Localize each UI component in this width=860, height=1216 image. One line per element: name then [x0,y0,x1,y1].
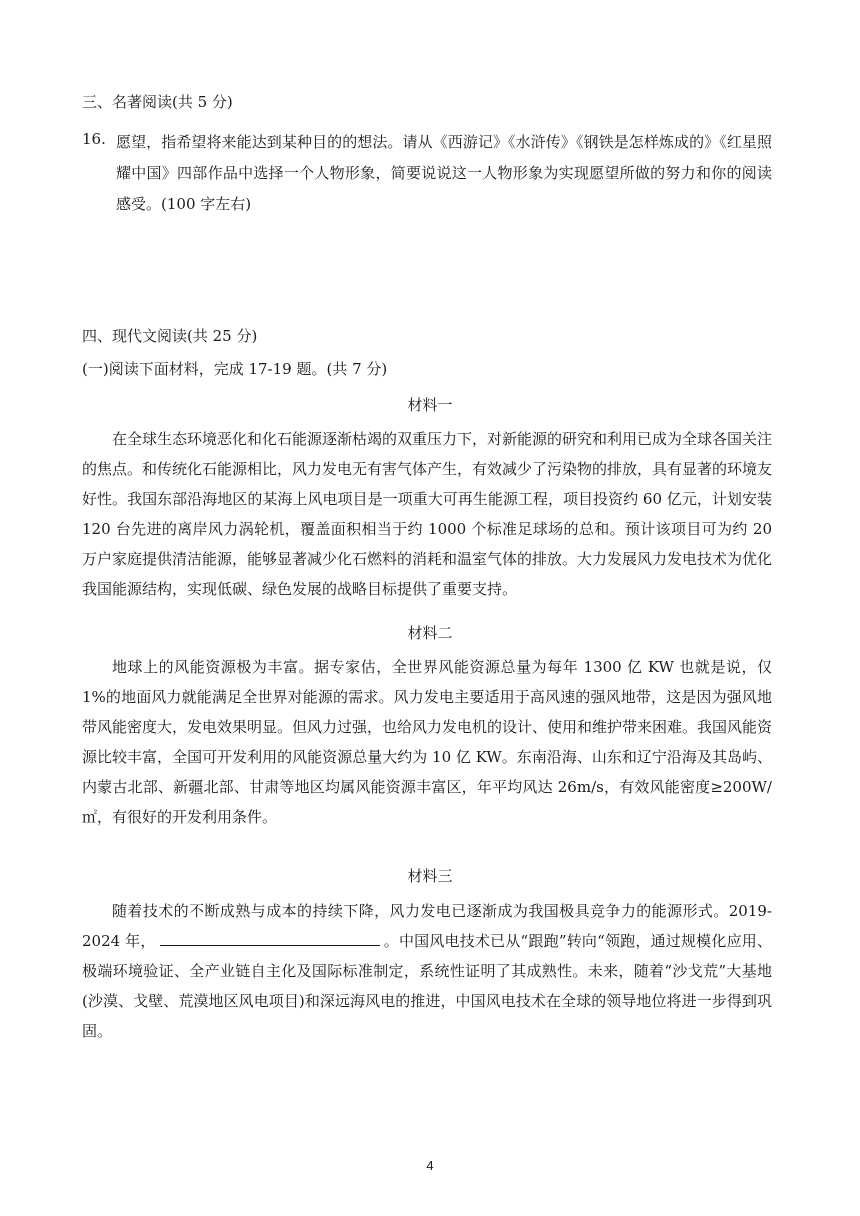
material3-text [82,896,772,1046]
answer-blank[interactable] [160,929,380,946]
section4-subheading: (一)阅读下面材料，完成 17-19 题。(共 7 分) [82,360,388,378]
material3-text-after: 。中国风电技术已从“跟跑”转向“领跑，通过规模化应用、极端环境验证、全产业链自主化及国际标准制定，系统性证明了其成熟性。未来，随着“沙戈荒”大基地(沙漠、戈壁、荒漠地区风电项目)和深远海风电的推进，中国风电技术在全球的领导地位将进一步得到巩固。 [82,932,772,1040]
page-number: 4 [426,1158,434,1173]
material3-text-before: 随着技术的不断成熟与成本的持续下降，风力发电已逐渐成为我国极具竞争力的能源形式。2019-2024 年， [82,902,772,950]
material3-title: 材料三 [407,867,453,885]
material2-title: 材料二 [407,624,453,642]
question-16-number: 16. [82,130,106,148]
material1-text: 在全球生态环境恶化和化石能源逐渐枯竭的双重压力下，对新能源的研究和利用已成为全球各国关注的焦点。和传统化石能源相比，风力发电无有害气体产生，有效减少了污染物的排放，具有显著的环境友好性。我国东部沿海地区的某海上风电项目是一项重大可再生能源工程，项目投资约 60 亿元，计划安装 120 台先进的离岸风力涡轮机，覆盖面积相当于约 1000 个标准足球场的总和。预计该项目可为约 20 万户家庭提供清洁能源，能够显著减少化石燃料的消耗和温室气体的排放。大力发展风力发电技术为优化我国能源结构，实现低碳、绿色发展的战略目标提供了重要支持。 [82,430,773,598]
question-16-text: 愿望，指希望将来能达到某种目的的想法。请从《西游记》《水浒传》《钢铁是怎样炼成的》《红星照耀中国》四部作品中选择一个人物形象，简要说说这一人物形象为实现愿望所做的努力和你的阅读感受。(100 字左右) [116,133,772,213]
section4-heading: 四、现代文阅读(共 25 分) [82,327,258,345]
material2-text: 地球上的风能资源极为丰富。据专家估，全世界风能资源总量为每年 1300 亿 KW 也就是说，仅 1%的地面风力就能满足全世界对能源的需求。风力发电主要适用于高风速的强风地带，这是因为强风地带风能密度大，发电效果明显。但风力过强，也给风力发电机的设计、使用和维护带来困难。我国风能资源比较丰富，全国可开发利用的风能资源总量大约为 10 亿 KW。东南沿海、山东和辽宁沿海及其岛屿、内蒙古北部、新疆北部、甘肃等地区均属风能资源丰富区，年平均风达 26m/s，有效风能密度≥200W/㎡，有很好的开发利用条件。 [82,658,773,826]
material1-title: 材料一 [407,396,453,414]
section3-heading: 三、名著阅读(共 5 分) [82,93,233,111]
